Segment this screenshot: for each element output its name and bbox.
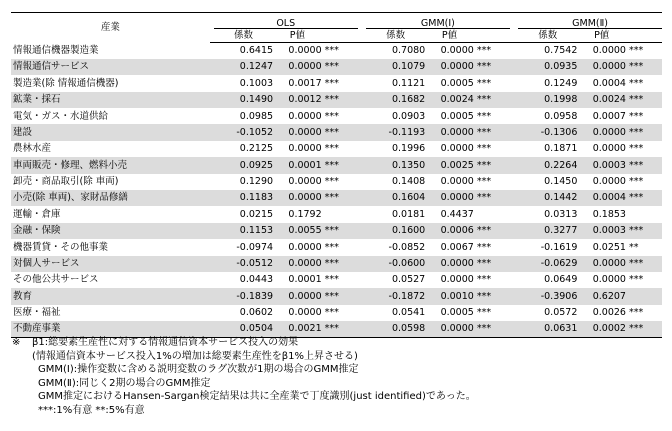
gmm1-sig-cell [474,206,510,222]
pvalue-header: P値 [577,29,626,43]
ols-pvalue-cell: 0.0000 [288,241,322,253]
ols-sig-cell: *** [324,241,339,253]
gmm2-sig-cell: *** [626,223,662,239]
gmm1-pvalue-cell: 0.0000 [425,59,474,75]
gmm2-coef-cell: 0.0313 [544,208,578,220]
ols-coef-cell: 0.0985 [239,110,274,122]
note-line-hansen-sargan: GMM推定におけるHansen-Sargan検定結果は共に全産業で丁度識別(just identified)であった。 [38,391,476,402]
gmm1-pvalue-cell: 0.0067 [440,241,474,253]
gmm2-sig-cell: ** [628,241,639,253]
table-row [11,223,662,239]
ols-coef-cell: -0.0512 [214,256,273,272]
gmm2-coef-cell: 0.0935 [518,59,577,75]
gmm2-sig-cell: *** [628,307,644,319]
gmm2-pvalue-cell: 0.0003 [577,223,626,239]
gmm1-sig-cell: *** [476,307,492,319]
ols-coef-cell: -0.1839 [214,288,273,304]
gmm1-pvalue-cell: 0.0024 [425,92,474,108]
ols-coef-cell: 0.2125 [239,143,274,155]
ols-sig-cell: *** [322,92,358,108]
industry-name: 鉱業・採石 [11,92,210,108]
gmm2-coef-cell: 0.1450 [544,176,578,188]
table-row [11,75,662,91]
gmm1-sig-cell: *** [474,92,510,108]
ols-sig-cell: *** [324,143,339,155]
table-row [11,43,662,59]
ols-pvalue-cell: 0.0012 [273,92,322,108]
ols-pvalue-cell: 0.0000 [288,176,322,188]
industry-name: 医療・福祉 [13,307,61,319]
ols-sig-cell: *** [322,157,358,173]
ols-pvalue-cell: 0.0000 [273,190,322,206]
gmm2-coef-cell: 0.0572 [544,307,578,319]
gmm1-coef-cell: -0.0600 [366,256,425,272]
gmm1-sig-cell: *** [474,190,510,206]
industry-name: 運輸・倉庫 [13,208,61,220]
gmm1-pvalue-cell: 0.0010 [425,288,474,304]
gmm1-pvalue-cell: 0.0000 [425,190,474,206]
gmm1-pvalue-cell: 0.0000 [440,45,474,57]
gmm1-sig-cell: *** [474,256,510,272]
ols-pvalue-cell: 0.0000 [273,124,322,140]
gmm2-sig-cell: *** [626,92,662,108]
gmm1-coef-cell: 0.7080 [391,45,426,57]
gmm2-pvalue-cell: 0.0000 [577,124,626,140]
industry-name: 農林水産 [13,143,52,155]
coef-header: 係数 [214,29,273,43]
table-row [11,124,662,140]
industry-name: 機器賃貸・その他事業 [13,241,109,253]
gmm2-pvalue-cell: 0.0002 [577,321,626,337]
gmm1-coef-cell: 0.1079 [366,59,425,75]
gmm1-coef-cell: 0.0598 [366,321,425,337]
gmm1-pvalue-cell: 0.0000 [425,124,474,140]
gmm2-coef-cell: 0.1998 [518,92,577,108]
gmm1-coef-cell: 0.1121 [391,77,426,89]
industry-name: 情報通信機器製造業 [13,44,99,56]
gmm2-pvalue-cell: 0.0000 [592,45,626,57]
ols-sig-cell [322,206,358,222]
industry-name: 対個人サービス [11,256,210,272]
gmm2-pvalue-cell: 0.0024 [577,92,626,108]
gmm2-coef-cell: -0.1619 [540,241,578,253]
gmm2-sig-cell [626,288,662,304]
gmm1-pvalue-cell: 0.0000 [440,274,474,286]
table-row [11,92,662,108]
gmm2-pvalue-cell: 0.0000 [577,59,626,75]
gmm2-sig-cell: *** [626,59,662,75]
ols-sig-cell: *** [324,176,339,188]
table-body [11,43,662,338]
ols-pvalue-cell: 0.0017 [288,77,322,89]
gmm2-sig-cell: *** [626,321,662,337]
industry-name: 卸売・商品取引(除 車両) [13,176,119,188]
regression-results-table [11,12,662,338]
ols-coef-cell: 0.1290 [239,176,274,188]
table-row [11,305,662,321]
table-row [11,108,662,124]
industry-name: 電気・ガス・水道供給 [13,110,109,122]
gmm2-coef-cell: 0.0631 [518,321,577,337]
gmm1-pvalue-cell: 0.0025 [425,157,474,173]
gmm2-coef-cell: 0.2264 [518,157,577,173]
note-line-gmm2: GMM(Ⅱ):同じく2期の場合のGMM推定 [38,377,211,389]
gmm1-sig-cell: *** [476,77,492,89]
gmm1-pvalue-cell: 0.4437 [440,208,474,220]
table-row [11,59,662,75]
gmm1-pvalue-cell: 0.0005 [440,110,474,122]
note-line-beta-explanation: (情報通信資本サービス投入1%の増加は総要素生産性をβ1%上昇させる) [32,350,358,362]
ols-coef-cell: 0.1003 [239,77,274,89]
gmm1-coef-cell: 0.0527 [391,274,426,286]
gmm1-coef-cell: 0.1408 [391,176,426,188]
ols-pvalue-cell: 0.0000 [288,143,322,155]
gmm1-pvalue-cell: 0.0000 [425,256,474,272]
ols-sig-cell: *** [322,190,358,206]
group-header-ols: OLS [214,13,358,29]
ols-pvalue-cell: 0.0000 [273,59,322,75]
gmm1-pvalue-cell: 0.0005 [440,77,474,89]
gmm1-coef-cell: 0.0541 [391,307,426,319]
ols-sig-cell: *** [324,45,339,57]
gmm2-pvalue-cell: 0.0004 [592,77,626,89]
ols-coef-cell: 0.1490 [214,92,273,108]
gmm2-sig-cell: *** [628,77,644,89]
industry-name: その他公共サービス [13,274,99,286]
ols-coef-cell: 0.0504 [214,321,273,337]
industry-name: 車両販売・修理、燃料小売 [11,157,210,173]
gmm2-sig-cell: *** [628,176,644,188]
table-row [11,190,662,206]
industry-name: 情報通信サービス [11,59,210,75]
note-line-beta: β1:総要素生産性に対する情報通信資本サービス投入の効果 [32,337,299,348]
ols-coef-cell: 0.1183 [214,190,273,206]
table-row [11,174,662,190]
ols-sig-cell: *** [322,321,358,337]
gmm1-pvalue-cell: 0.0000 [425,321,474,337]
gmm1-sig-cell: *** [476,143,492,155]
table-row [11,256,662,272]
gmm2-coef-cell: 0.1442 [518,190,577,206]
gmm1-sig-cell: *** [474,157,510,173]
gmm1-pvalue-cell: 0.0005 [440,307,474,319]
table-row [11,272,662,288]
group-header-gmm2: GMM(Ⅱ) [518,13,662,29]
gmm1-pvalue-cell: 0.0000 [440,176,474,188]
gmm2-coef-cell: 0.1249 [544,77,578,89]
industry-name: 金融・保険 [11,223,210,239]
gmm2-coef-cell: 0.7542 [544,45,578,57]
gmm2-coef-cell: 0.3277 [518,223,577,239]
ols-sig-cell: *** [322,256,358,272]
ols-coef-cell: 0.0925 [214,157,273,173]
pvalue-header: P値 [273,29,322,43]
ols-coef-cell: 0.1153 [214,223,273,239]
ols-sig-cell: *** [322,59,358,75]
ols-pvalue-cell: 0.0055 [273,223,322,239]
gmm1-pvalue-cell: 0.0000 [440,143,474,155]
coef-header: 係数 [518,29,577,43]
gmm1-coef-cell: 0.1350 [366,157,425,173]
gmm1-sig-cell: *** [476,176,492,188]
note-mark: ※ [12,337,21,348]
gmm2-sig-cell: *** [626,157,662,173]
gmm2-pvalue-cell: 0.0026 [592,307,626,319]
table-row [11,239,662,255]
ols-sig-cell: *** [324,110,339,122]
gmm2-coef-cell: -0.3906 [518,288,577,304]
gmm2-pvalue-cell: 0.0251 [592,241,626,253]
gmm2-pvalue-cell: 0.0000 [592,176,626,188]
gmm1-sig-cell: *** [474,124,510,140]
ols-sig-cell: *** [324,77,339,89]
ols-sig-cell: *** [324,307,339,319]
pvalue-header: P値 [425,29,474,43]
industry-name: 建設 [11,124,210,140]
industry-name: 不動産事業 [11,321,210,337]
ols-coef-cell: 0.0602 [239,307,274,319]
gmm2-coef-cell: 0.1871 [544,143,578,155]
gmm2-sig-cell: *** [628,110,644,122]
ols-coef-cell: -0.0974 [236,241,274,253]
gmm1-coef-cell: 0.1682 [366,92,425,108]
gmm1-sig-cell: *** [476,274,492,286]
gmm1-coef-cell: 0.0903 [391,110,426,122]
group-header-gmm1: GMM(Ⅰ) [366,13,510,29]
gmm1-sig-cell: *** [474,223,510,239]
gmm2-pvalue-cell: 0.1853 [592,208,626,220]
gmm1-sig-cell: *** [476,45,492,57]
gmm2-coef-cell: 0.0958 [544,110,578,122]
ols-pvalue-cell: 0.0021 [273,321,322,337]
industry-name: 小売(除 車両)、家財品修繕 [11,190,210,206]
gmm2-sig-cell: *** [628,143,644,155]
table-row [11,288,662,304]
ols-coef-cell: -0.1052 [214,124,273,140]
gmm2-pvalue-cell: 0.6207 [577,288,626,304]
industry-name: 教育 [11,288,210,304]
industry-column-header: 産業 [11,13,210,43]
gmm2-sig-cell [626,206,662,222]
gmm2-coef-cell: 0.0649 [544,274,578,286]
ols-pvalue-cell: 0.0001 [273,157,322,173]
gmm2-pvalue-cell: 0.0004 [577,190,626,206]
gmm1-sig-cell: *** [476,241,492,253]
ols-sig-cell: *** [322,288,358,304]
gmm2-pvalue-cell: 0.0000 [577,256,626,272]
ols-sig-cell: *** [322,223,358,239]
ols-coef-cell: 0.1247 [214,59,273,75]
ols-sig-cell: *** [324,274,339,286]
gmm1-coef-cell: 0.0181 [391,208,426,220]
gmm1-pvalue-cell: 0.0006 [425,223,474,239]
gmm2-sig-cell: *** [626,256,662,272]
gmm1-coef-cell: -0.1193 [366,124,425,140]
ols-pvalue-cell: 0.1792 [288,208,322,220]
gmm1-coef-cell: 0.1600 [366,223,425,239]
gmm1-coef-cell: -0.0852 [388,241,426,253]
ols-pvalue-cell: 0.0000 [288,45,322,57]
industry-name: 製造業(除 情報通信機器) [13,77,119,89]
ols-pvalue-cell: 0.0000 [288,110,322,122]
gmm1-sig-cell: *** [474,288,510,304]
ols-coef-cell: 0.0215 [239,208,274,220]
gmm2-pvalue-cell: 0.0003 [577,157,626,173]
gmm2-sig-cell: *** [628,274,644,286]
note-line-significance: ***:1%有意 **:5%有意 [38,404,145,416]
ols-sig-cell: *** [322,124,358,140]
ols-coef-cell: 0.0443 [239,274,274,286]
gmm2-coef-cell: -0.0629 [518,256,577,272]
ols-pvalue-cell: 0.0000 [273,288,322,304]
ols-pvalue-cell: 0.0000 [273,256,322,272]
gmm1-sig-cell: *** [476,110,492,122]
gmm2-sig-cell: *** [626,190,662,206]
coef-header: 係数 [366,29,425,43]
gmm1-sig-cell: *** [474,59,510,75]
gmm2-sig-cell: *** [626,124,662,140]
note-line-gmm1: GMM(Ⅰ):操作変数に含める説明変数のラグ次数が1期の場合のGMM推定 [38,364,359,375]
table-row [11,206,662,222]
gmm1-sig-cell: *** [474,321,510,337]
gmm2-pvalue-cell: 0.0007 [592,110,626,122]
gmm2-pvalue-cell: 0.0000 [592,143,626,155]
gmm1-coef-cell: 0.1996 [391,143,426,155]
gmm2-pvalue-cell: 0.0000 [592,274,626,286]
gmm1-coef-cell: -0.1872 [366,288,425,304]
gmm2-sig-cell: *** [628,45,644,57]
table-row [11,157,662,173]
ols-pvalue-cell: 0.0000 [288,307,322,319]
table-row [11,141,662,157]
gmm2-coef-cell: -0.1306 [518,124,577,140]
gmm1-coef-cell: 0.1604 [366,190,425,206]
header-row-groups [11,13,662,29]
ols-pvalue-cell: 0.0001 [288,274,322,286]
ols-coef-cell: 0.6415 [239,45,274,57]
